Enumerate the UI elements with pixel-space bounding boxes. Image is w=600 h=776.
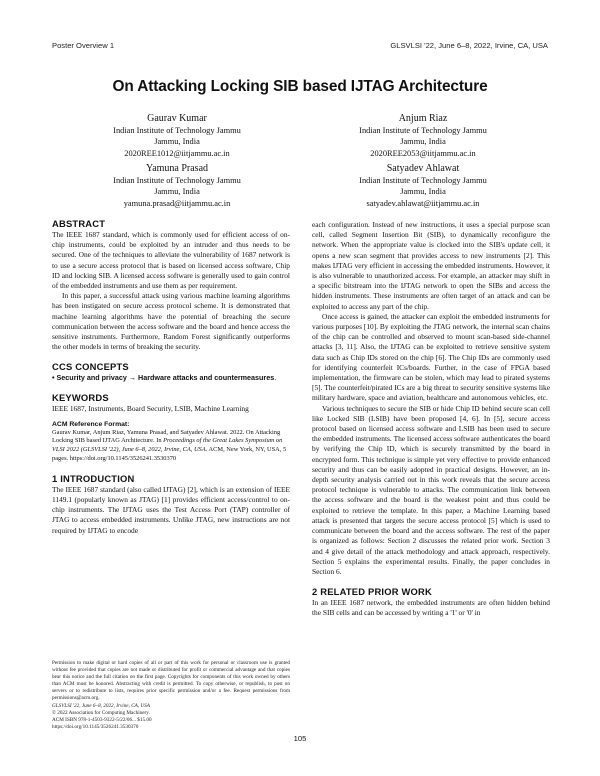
author-block-2: [303, 112, 543, 159]
left-column: [52, 218, 290, 536]
conference-line: GLSVLSI '22, June 6–8, 2022, Irvine, CA, USA: [52, 702, 150, 709]
running-header-right: GLSVLSI '22, June 6–8, 2022, Irvine, CA, USA: [390, 41, 548, 50]
acm-reference-venue: Proceedings of the Great Lakes Symposium on VLSI 2022 (GLSVLSI '22), June 6–8, 2022, Irvine, CA, USA.: [52, 437, 283, 454]
ccs-heading: CCS CONCEPTS: [52, 361, 129, 373]
isbn-line: ACM ISBN 978-1-4503-9322-5/22/06... $15.00: [52, 716, 152, 723]
ccs-concepts: [52, 373, 290, 383]
acm-reference-text: [52, 429, 290, 464]
acm-reference-heading: ACM Reference Format:: [52, 420, 130, 428]
intro-paragraph-2: each configuration. Instead of new instructions, it uses a special purpose scan cell, called Segment Insertion Bit (SIB), to dynamically reconfigure the network. When the appropriate value is clocked into the SIB's update cell, it opens a new scan segment that provides access to new instruments [2]. This makes IJTAG very efficient in accessing the embedded instruments. However, it is also vulnerable to unauthorized access. For example, an attacker may shift in a specific bitstream into the IJTAG network to open the SIBs and access the hidden instruments. These instruments are often target of an attack and can be exploited to access any part of the chip.: [312, 220, 550, 311]
intro-paragraph-4: Various techniques to secure the SIB or hide Chip ID behind secure scan cell like Locked SIB (LSIB) have been proposed [4, 6]. In [5], secure access protocol based on licensed access software and LSIB has been used to secure the embedded instruments. The licensed access software authenticates the board by verifying the Chip ID, which is securely transmitted by the board in encrypted form. This technique is simple yet very effective to provide enhanced security and thus can be easily adopted in practical designs. However, an in-depth security analysis carried out in this work reveals that the secure access protocol technique is vulnerable to attacks. The communication link between the access software and the board is the weakest point and thus could be exploited to retrieve the template. In this paper, a Machine Learning based attack is presented that targets the secure access protocol [5] which is used to communicate between the board and the access software. The rest of the paper is organized as follows: Section 2 discusses the related prior work. Section 3 and 4 give detail of the attack methodology and attack approach, respectively. Section 5 explains the experimental results. Finally, the paper concludes in Section 6.: [312, 403, 550, 576]
ccs-text: • Security and privacy → Hardware attacks and countermeasures: [52, 373, 275, 383]
author-location: Jammu, India: [154, 137, 200, 147]
related-work-heading: 2 RELATED PRIOR WORK: [312, 586, 432, 598]
author-affiliation: Indian Institute of Technology Jammu: [113, 176, 241, 185]
author-name: Anjum Riaz: [398, 113, 448, 124]
author-block-4: [303, 162, 543, 209]
right-column: [312, 220, 550, 619]
abstract-paragraph-1: The IEEE 1687 standard, which is commonly used for efficient access of on-chip instruments, could be exploited by an intruder and thus needs to be secured. One of the techniques to alleviate the vulnerability of 1687 network is to use a secure access protocol that is based on licensed access software, Chip ID and locking SIB. A licensed access software is generally used to gain control of the embedded instruments and use them as per requirement.: [52, 230, 290, 291]
author-affiliation: Indian Institute of Technology Jammu: [113, 126, 241, 135]
author-name: Gaurav Kumar: [147, 113, 207, 124]
acm-reference-authors: Gaurav Kumar, Anjum Riaz, Yamuna Prasad, and Satyadev Ahlawat. 2022. On Attacking Locking SIB based IJTAG Architecture. In: [52, 428, 281, 445]
author-block-3: [57, 162, 297, 209]
author-email: satyadev.ahlawat@iitjammu.ac.in: [366, 198, 480, 208]
abstract-heading: ABSTRACT: [52, 218, 106, 229]
author-affiliation: Indian Institute of Technology Jammu: [359, 176, 487, 185]
abstract-paragraph-2: In this paper, a successful attack using various machine learning algorithms has been instigated on secure access protocol scheme. It is demonstrated that machine learning algorithms have the potential of breaching the secure communication between the access software and the board and hence access the sensitive instruments. Furthermore, Random Forest significantly outperforms the other models in terms of breaking the security.: [52, 291, 290, 352]
author-location: Jammu, India: [400, 187, 446, 197]
author-block-1: [57, 112, 297, 159]
introduction-heading: 1 INTRODUCTION: [52, 472, 135, 484]
acm-reference-tail: ACM, New York, NY, USA, 5 pages. https://doi.org/10.1145/3526241.3530370: [52, 446, 287, 463]
intro-paragraph-3: Once access is gained, the attacker can exploit the embedded instruments for various purposes [10]. By exploiting the JTAG network, the internal scan chains of the chip can be controlled and observed to mount scan-based side-channel attacks [3, 11]. Also, the IJTAG can be exploited to retrieve sensitive system data such as Chip IDs stored on the chip [6]. The Chip IDs are commonly used for identifying counterfeit ICs/boards. Further, in the case of FPGA based implementation, the firmware can be stolen, which may lead to pirated systems [5]. The counterfeit/pirated ICs are a big threat to security sensitive systems like military hardware, space and aviation, healthcare and autonomous vehicles, etc.: [312, 311, 550, 403]
doi-link[interactable]: https://doi.org/10.1145/3526241.3530370: [52, 723, 139, 730]
keywords-text: IEEE 1687, Instruments, Board Security, LSIB, Machine Learning: [52, 404, 249, 414]
permission-block: [52, 660, 290, 731]
permission-notice: Permission to make digital or hard copies of all or part of this work for personal or classroom use is granted without fee provided that copies are not made or distributed for profit or commercial advantage and that copies bear this notice and the full citation on the first page. Copyrights for components of this work owned by others than ACM must be honored. Abstracting with credit is permitted. To copy otherwise, or republish, to post on servers or to redistribute to lists, requires prior specific permission and/or a fee. Request permissions from permissions@acm.org.: [52, 660, 290, 702]
author-affiliation: Indian Institute of Technology Jammu: [359, 126, 487, 135]
page-number: 105: [293, 734, 307, 743]
running-header-left: Poster Overview 1: [52, 41, 115, 50]
author-email: yamuna.prasad@iitjammu.ac.in: [123, 198, 231, 208]
related-work-paragraph-1: In an IEEE 1687 network, the embedded instruments are often hidden behind the SIB cells and can be accessed by writing a '1' or '0' in: [312, 598, 550, 618]
author-email: 2020REE1012@iitjammu.ac.in: [124, 148, 230, 158]
ccs-text-end: .: [274, 373, 277, 383]
paper-title: On Attacking Locking SIB based IJTAG Architecture: [112, 78, 488, 95]
author-location: Jammu, India: [400, 137, 446, 147]
author-name: Satyadev Ahlawat: [386, 163, 460, 174]
copyright-line: © 2022 Association for Computing Machinery.: [52, 709, 150, 716]
author-email: 2020REE2053@iitjammu.ac.in: [370, 148, 476, 158]
keywords-heading: KEYWORDS: [52, 392, 109, 404]
author-location: Jammu, India: [154, 187, 200, 197]
introduction-paragraph-1: The IEEE 1687 standard (also called IJTAG) [2], which is an extension of IEEE 1149.1 (popularly known as JTAG) [1] provides efficient access/control to on-chip instruments. The IJTAG uses the Test Access Port (TAP) controller of JTAG to access embedded instruments. Unlike JTAG, new instructions are not required by IJTAG to encode: [52, 484, 290, 535]
author-name: Yamuna Prasad: [145, 163, 209, 174]
